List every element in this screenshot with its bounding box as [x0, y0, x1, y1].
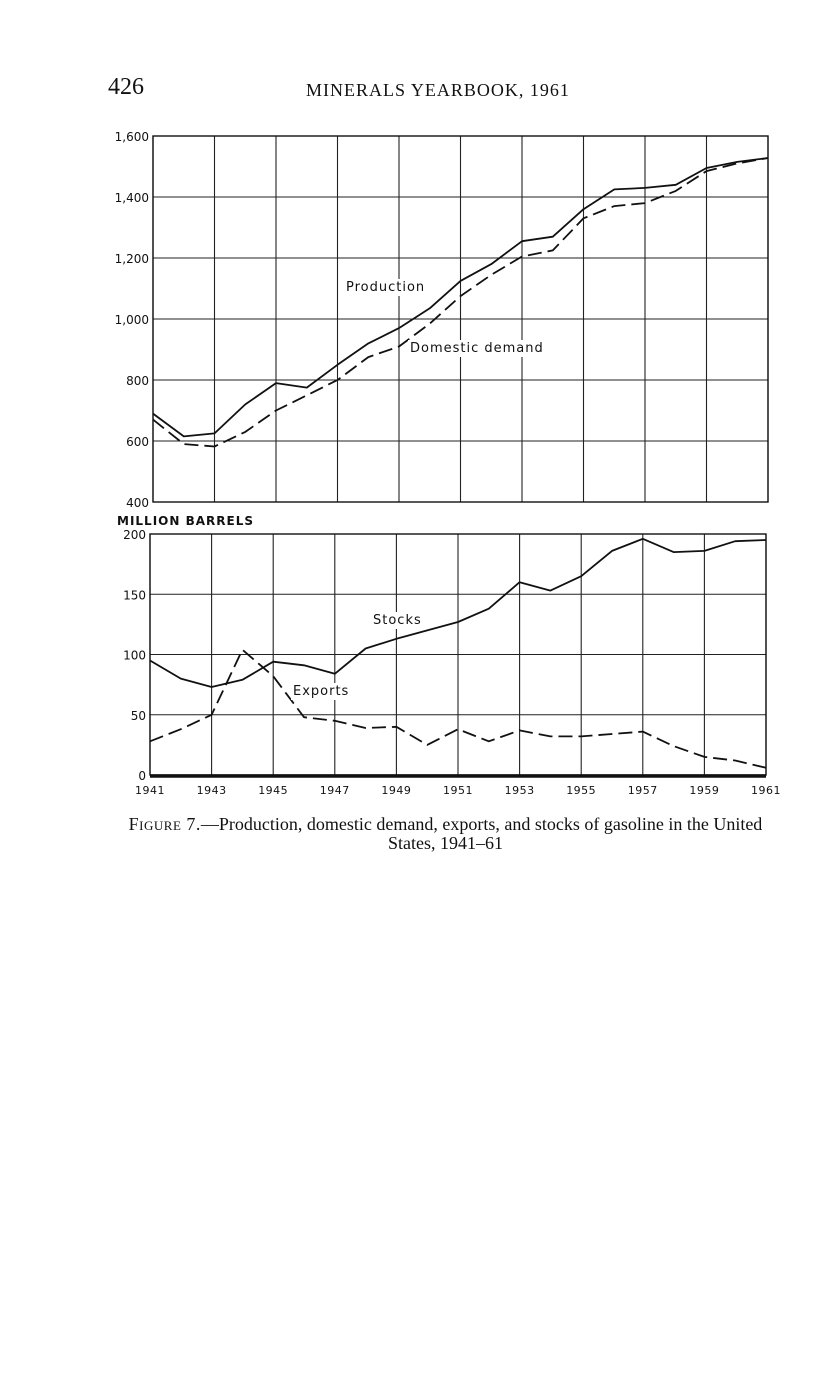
series-label-production: Production: [346, 280, 426, 295]
running-title: MINERALS YEARBOOK, 1961: [306, 80, 570, 100]
y-axis-title: MILLION BARRELS: [117, 514, 254, 528]
x-tick-label: 1957: [627, 784, 658, 797]
y-tick-label: 400: [126, 496, 149, 510]
figure-label: Figure 7.: [128, 814, 201, 834]
x-tick-label: 1941: [135, 784, 165, 797]
y-tick-label: 1,600: [114, 130, 149, 144]
x-tick-label: 1955: [566, 784, 597, 797]
page-number: 426: [108, 74, 144, 100]
series-label-stocks: Stocks: [373, 613, 422, 628]
y-tick-label: 100: [123, 648, 146, 663]
y-tick-label: 600: [126, 435, 149, 449]
y-tick-label: 150: [123, 588, 146, 603]
x-tick-label: 1947: [319, 784, 350, 797]
y-tick-label: 0: [138, 769, 146, 783]
y-tick-label: 200: [123, 528, 146, 542]
y-tick-label: 1,000: [114, 313, 149, 327]
series-label-domestic-demand: Domestic demand: [410, 341, 544, 356]
x-tick-label: 1959: [689, 784, 720, 797]
y-tick-label: 1,200: [114, 252, 149, 266]
x-tick-label: 1961: [751, 784, 781, 797]
figure-caption: [108, 815, 783, 853]
y-tick-label: 800: [126, 374, 149, 388]
x-tick-label: 1943: [196, 784, 227, 797]
y-tick-label: 1,400: [114, 191, 149, 205]
x-tick-label: 1945: [258, 784, 289, 797]
figure-caption-text: —Production, domestic demand, exports, and stocks of gasoline in the United States, 1941–61: [200, 814, 763, 853]
x-tick-label: 1953: [504, 784, 535, 797]
x-tick-label: 1951: [443, 784, 473, 797]
series-label-exports: Exports: [293, 684, 350, 699]
x-tick-label: 1949: [381, 784, 412, 797]
y-tick-label: 50: [130, 708, 146, 723]
